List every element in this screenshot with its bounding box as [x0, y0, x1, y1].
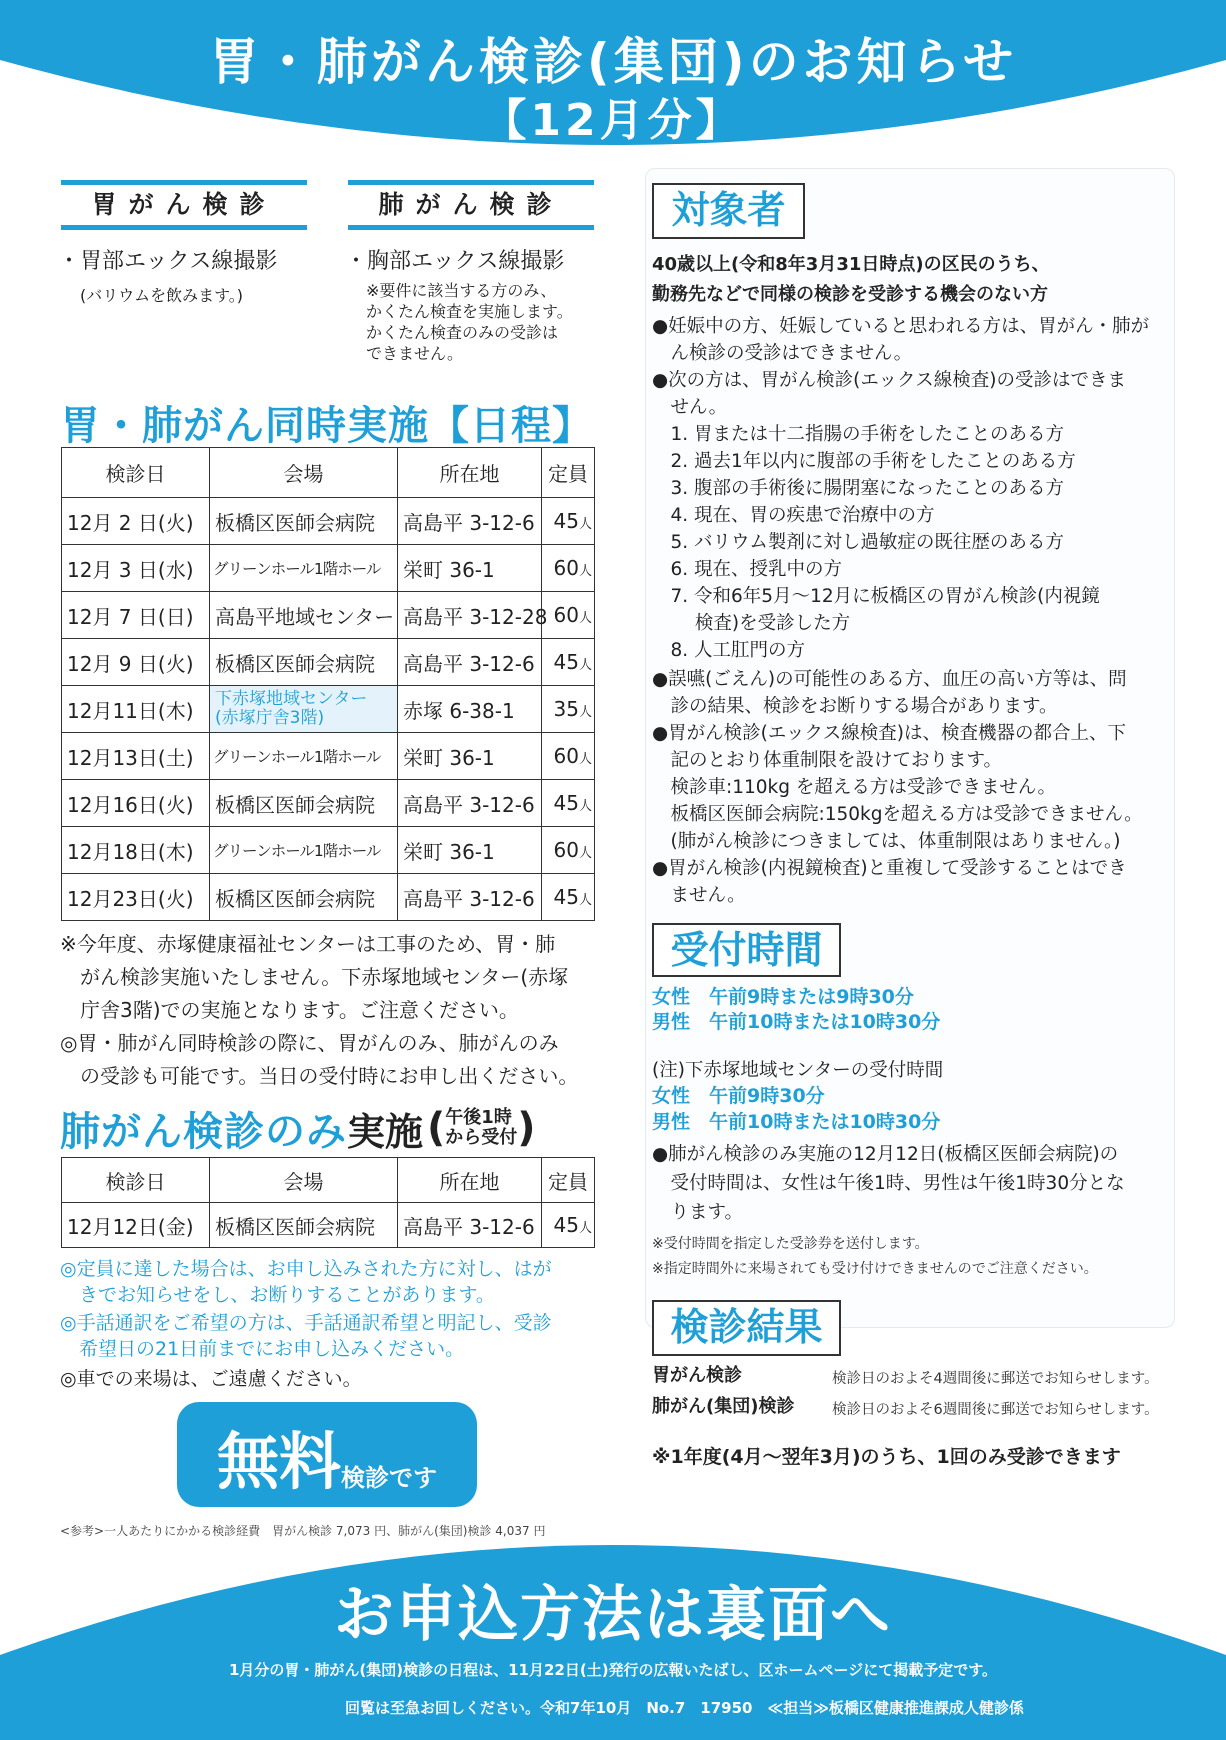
cell-date: 12月12日(金) — [62, 1203, 210, 1248]
cell-venue: 高島平地域センター — [210, 592, 398, 639]
reception-male-2: 男性 午前10時または10時30分 — [652, 1111, 941, 1133]
col-address: 所在地 — [398, 1158, 542, 1203]
cell-date: 12月 2 日(火) — [62, 498, 210, 545]
cell-venue: グリーンホール1階ホール — [210, 545, 398, 592]
capacity-value: 60 — [553, 603, 579, 627]
lung-only-table — [61, 1157, 595, 1248]
cell-address: 高島平 3-12-6 — [398, 1203, 542, 1248]
capacity-unit: 人 — [578, 611, 592, 626]
table-header-row — [62, 448, 595, 498]
cell-capacity — [542, 827, 595, 874]
table-row — [62, 498, 595, 545]
cell-venue: グリーンホール1階ホール — [210, 827, 398, 874]
cell-address: 高島平 3-12-6 — [398, 498, 542, 545]
cell-address: 栄町 36-1 — [398, 827, 542, 874]
eligibility-criteria: 40歳以上(令和8年3月31日時点)の区民のうち、 勤務先などで同様の検診を受診する機会のない方 — [652, 254, 1050, 305]
capacity-value: 60 — [553, 556, 579, 580]
result-label-stomach: 胃がん検診 — [652, 1365, 742, 1386]
col-capacity: 定員 — [542, 448, 595, 498]
cell-venue: 下赤塚地域センター (赤塚庁舎3階) — [210, 686, 398, 733]
capacity-value: 35 — [553, 697, 579, 721]
page-title: 胃・肺がん検診(集団)のお知らせ — [208, 33, 1018, 91]
cell-address: 高島平 3-12-6 — [398, 874, 542, 921]
page-subtitle: 【12月分】 — [482, 95, 744, 146]
cell-venue: 板橋区医師会病院 — [210, 498, 398, 545]
free-badge — [177, 1402, 477, 1507]
col-address: 所在地 — [398, 448, 542, 498]
capacity-unit: 人 — [578, 752, 592, 767]
col-capacity: 定員 — [542, 1158, 595, 1203]
table-row — [62, 592, 595, 639]
capacity-value: 45 — [553, 885, 579, 909]
result-text-lung: 検診日のおよそ6週間後に郵送でお知らせします。 — [832, 1402, 1159, 1418]
capacity-unit: 人 — [578, 1221, 592, 1236]
cell-date: 12月11日(木) — [62, 686, 210, 733]
stomach-item: ・胃部エックス線撮影 — [58, 249, 278, 274]
table-row — [62, 780, 595, 827]
cell-address: 栄町 36-1 — [398, 545, 542, 592]
free-badge-big: 無料 — [216, 1425, 341, 1498]
schedule-table — [61, 447, 595, 921]
lung-only-heading-black: 実施 — [347, 1109, 424, 1154]
eligibility-bullets-2: ●誤嚥(ごえん)の可能性のある方、血圧の高い方等は、問 診の結果、検診をお断りする場合があります。 ●胃がん検診(エックス線検査)は、検査機器の都合上、下 記のとおり体重制限を設けております。 検診車:110kg を超える方は受診できません。 板橋区医師会病院:150kgを超える方は受診できません。 (肺がん検診につきましては、体重制限はありません。) ●胃がん検診(内視鏡検査)と重複して受診することはでき ません。 — [652, 669, 1143, 906]
stomach-heading: 胃がん検診 — [61, 180, 307, 230]
capacity-value: 45 — [553, 650, 579, 674]
cell-address: 赤塚 6-38-1 — [398, 686, 542, 733]
cell-venue: 板橋区医師会病院 — [210, 1203, 398, 1248]
table-header-row — [62, 1158, 595, 1203]
eligibility-heading: 対象者 — [652, 183, 805, 239]
lung-only-heading — [60, 1100, 536, 1156]
cell-capacity — [542, 592, 595, 639]
capacity-unit: 人 — [578, 893, 592, 908]
table-row — [62, 733, 595, 780]
eligibility-bullets-1: ●妊娠中の方、妊娠していると思われる方は、胃がん・肺が ん検診の受診はできません。 ●次の方は、胃がん検診(エックス線検査)の受診はできま せん。 — [652, 316, 1150, 418]
cell-capacity — [542, 498, 595, 545]
lung-item: ・胸部エックス線撮影 — [345, 249, 565, 274]
capacity-unit: 人 — [578, 564, 592, 579]
capacity-unit: 人 — [578, 705, 592, 720]
cell-date: 12月 3 日(水) — [62, 545, 210, 592]
cell-date: 12月13日(土) — [62, 733, 210, 780]
capacity-value: 45 — [553, 791, 579, 815]
cell-capacity — [542, 874, 595, 921]
lung-only-note-2: ◎手話通訳をご希望の方は、手話通訳希望と明記し、受診 希望日の21日前までにお申し込みください。 — [60, 1312, 552, 1360]
cell-address: 栄町 36-1 — [398, 733, 542, 780]
result-label-lung: 肺がん(集団)検診 — [652, 1396, 795, 1417]
cell-venue: グリーンホール1階ホール — [210, 733, 398, 780]
cell-venue: 板橋区医師会病院 — [210, 780, 398, 827]
lung-note: ※要件に該当する方のみ、 かくたん検査を実施します。 かくたん検査のみの受診は できません。 — [366, 281, 573, 363]
result-text-stomach: 検診日のおよそ4週間後に郵送でお知らせします。 — [832, 1371, 1159, 1387]
reception-female: 女性 午前9時または9時30分 — [652, 986, 914, 1008]
lung-only-note-3: ◎車での来場は、ご遠慮ください。 — [60, 1368, 362, 1390]
col-date: 検診日 — [62, 1158, 210, 1203]
capacity-value: 45 — [553, 509, 579, 533]
cell-date: 12月23日(火) — [62, 874, 210, 921]
cell-address: 高島平 3-12-28 — [398, 592, 542, 639]
col-venue: 会場 — [210, 448, 398, 498]
capacity-value: 60 — [553, 838, 579, 862]
footer-title: お申込方法は裏面へ — [334, 1580, 892, 1650]
paren-close: ) — [517, 1105, 536, 1151]
reference-cost: <参考>一人あたりにかかる検診経費 胃がん検診 7,073 円、肺がん(集団)検診 4,037 円 — [60, 1524, 546, 1538]
lung-heading: 肺がん検診 — [348, 180, 594, 230]
cell-date: 12月18日(木) — [62, 827, 210, 874]
cell-date: 12月 7 日(日) — [62, 592, 210, 639]
col-date: 検診日 — [62, 448, 210, 498]
results-note: ※1年度(4月〜翌年3月)のうち、1回のみ受診できます — [652, 1446, 1121, 1468]
schedule-note-2: ◎胃・肺がん同時検診の際に、胃がんのみ、肺がんのみ の受診も可能です。当日の受付時にお申し出ください。 — [60, 1031, 579, 1088]
cell-capacity — [542, 639, 595, 686]
reception-female-2: 女性 午前9時30分 — [652, 1085, 825, 1107]
cell-date: 12月16日(火) — [62, 780, 210, 827]
cell-venue: 板橋区医師会病院 — [210, 639, 398, 686]
capacity-unit: 人 — [578, 658, 592, 673]
table-row — [62, 686, 595, 733]
results-heading: 検診結果 — [652, 1300, 841, 1356]
cell-address: 高島平 3-12-6 — [398, 639, 542, 686]
footer-line-2: 回覧は至急お回しください。令和7年10月 No.7 17950 ≪担当≫板橋区健康推進課成人健診係 — [345, 1699, 1024, 1717]
reception-time-badge — [445, 1108, 517, 1148]
exclusion-list: 1. 胃または十二指腸の手術をしたことのある方 2. 過去1年以内に腹部の手術をしたことのある方 3. 腹部の手術後に腸閉塞になったことのある方 4. 現在、胃の疾患で治療中の方 5. バリウム製剤に対し過敏症の既往歴のある方 6. 現在、授乳中の方 7. 令和6年5月〜12月に板橋区の胃がん検診(内視鏡 検査)を受診した方 8. 人工肛門の方 — [670, 424, 1100, 661]
capacity-unit: 人 — [578, 846, 592, 861]
cell-capacity — [542, 780, 595, 827]
stomach-note: (バリウムを飲みます。) — [80, 286, 244, 305]
table-row — [62, 827, 595, 874]
cell-address: 高島平 3-12-6 — [398, 780, 542, 827]
cell-capacity — [542, 733, 595, 780]
footer-line-1: 1月分の胃・肺がん(集団)検診の日程は、11月22日(土)発行の広報いたばし、区ホームページにて掲載予定です。 — [228, 1661, 998, 1679]
free-badge-small: 検診です — [341, 1464, 437, 1492]
cell-venue: 板橋区医師会病院 — [210, 874, 398, 921]
reception-male: 男性 午前10時または10時30分 — [652, 1011, 941, 1033]
reception-small-notes: ※受付時間を指定した受診券を送付します。 ※指定時間外に来場されても受け付けできませんのでご注意ください。 — [652, 1236, 1098, 1277]
table-row — [62, 874, 595, 921]
lung-only-heading-blue: 肺がん検診のみ — [60, 1108, 347, 1155]
capacity-value: 45 — [553, 1213, 579, 1237]
reception-note-title: (注)下赤塚地域センターの受付時間 — [652, 1060, 944, 1081]
reception-bullet: ●肺がん検診のみ実施の12月12日(板橋区医師会病院)の 受付時間は、女性は午後1時、男性は午後1時30分とな ります。 — [652, 1144, 1125, 1223]
time-line-2: から受付 — [445, 1127, 518, 1148]
table-row — [62, 545, 595, 592]
capacity-unit: 人 — [578, 517, 592, 532]
schedule-heading: 胃・肺がん同時実施【日程】 — [60, 403, 593, 449]
capacity-unit: 人 — [578, 799, 592, 814]
paren-open: ( — [427, 1105, 446, 1151]
capacity-value: 60 — [553, 744, 579, 768]
table-row — [62, 1203, 595, 1248]
cell-capacity — [542, 1203, 595, 1248]
col-venue: 会場 — [210, 1158, 398, 1203]
cell-date: 12月 9 日(火) — [62, 639, 210, 686]
lung-only-note-1: ◎定員に達した場合は、お申し込みされた方に対し、はが きでお知らせをし、お断りすることがあります。 — [60, 1258, 552, 1306]
table-row — [62, 639, 595, 686]
cell-capacity — [542, 545, 595, 592]
time-line-1: 午後1時 — [445, 1107, 512, 1128]
cell-capacity — [542, 686, 595, 733]
reception-heading: 受付時間 — [652, 923, 841, 977]
schedule-note-1: ※今年度、赤塚健康福祉センターは工事のため、胃・肺 がん検診実施いたしません。下赤塚地域センター(赤塚 庁舎3階)での実施となります。ご注意ください。 — [60, 932, 569, 1022]
